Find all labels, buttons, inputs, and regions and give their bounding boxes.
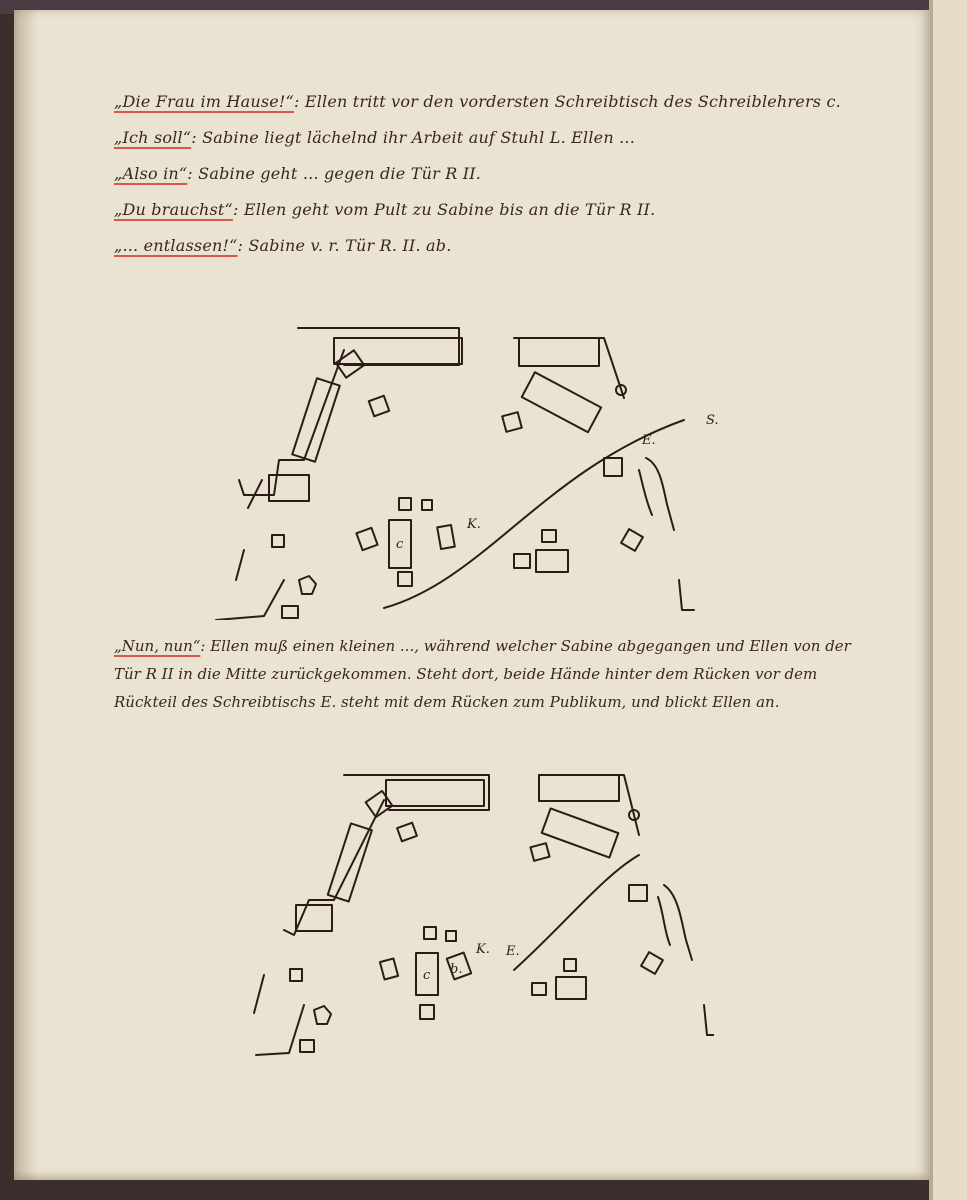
stool-left — [369, 396, 390, 417]
stage-note-cue: „... entlassen!“ — [114, 236, 238, 255]
corner-right — [704, 1005, 714, 1035]
stove-left — [314, 1006, 331, 1024]
bench-right-inner — [639, 470, 652, 515]
next-page-edge — [929, 0, 967, 1200]
stool-right-a — [564, 959, 576, 971]
stage-note-cue: „Also in“ — [114, 164, 188, 183]
stool-a — [399, 498, 411, 510]
path-ellen — [514, 855, 639, 970]
desk-right-top — [539, 775, 619, 801]
chair-left — [366, 791, 393, 817]
desk-right-diag — [542, 808, 619, 857]
bench-right-inner — [658, 897, 670, 945]
stool-a — [424, 927, 436, 939]
desk-right-top — [519, 338, 599, 366]
label-e: E. — [642, 433, 656, 448]
stool-left — [397, 823, 417, 842]
label-k: K. — [467, 517, 481, 532]
stool-left-low — [290, 969, 302, 981]
stage-note-5 — [114, 236, 451, 255]
stage-diagram-1 — [184, 310, 744, 620]
chair-c-left — [356, 528, 377, 550]
wall-left-corner — [254, 975, 264, 1013]
wall-left-lower — [284, 800, 384, 935]
stage-note-text: : Ellen geht vom Pult zu Sabine bis an die Tür R II. — [232, 200, 656, 219]
wall-left-corner — [236, 550, 244, 580]
chair-right-mid — [604, 458, 622, 476]
stool-left-bottom — [282, 606, 298, 618]
chair-right-low — [641, 952, 663, 974]
stool-left-bottom — [300, 1040, 314, 1052]
path-sabine — [384, 420, 684, 608]
stool-right-b — [532, 983, 546, 995]
chair-right-mid — [629, 885, 647, 901]
stage-note-text: : Ellen tritt vor den vordersten Schreibtisch des Schreiblehrers c. — [293, 92, 841, 111]
stool-c-bottom — [420, 1005, 434, 1019]
stage-note-text: : Sabine v. r. Tür R. II. ab. — [237, 236, 452, 255]
chair-c-right — [437, 525, 455, 549]
page-gutter — [14, 10, 38, 1180]
chair-right — [502, 412, 522, 432]
label-s: S. — [706, 413, 719, 428]
desk-right-diag — [522, 372, 601, 432]
stool-b — [422, 500, 432, 510]
corner-right — [679, 580, 694, 610]
label-b: b. — [450, 962, 463, 977]
stage-note-cue: „Ich soll“ — [114, 128, 192, 147]
wall-left-low — [256, 1005, 304, 1055]
stool-c-bottom — [398, 572, 412, 586]
stage-diagram-2 — [234, 755, 714, 1065]
bench-right — [664, 885, 692, 960]
wall-right — [539, 775, 639, 835]
desk-left-top — [386, 780, 484, 806]
stage-note-cue: „Du brauchst“ — [114, 200, 233, 219]
stage-note-text: : Sabine geht ... gegen die Tür R II. — [187, 164, 482, 183]
stage-note-cue: „Die Frau im Hause!“ — [114, 92, 294, 111]
label-c: c — [423, 968, 431, 983]
label-k: K. — [476, 942, 490, 957]
stool-b — [446, 931, 456, 941]
stage-note-text: : Sabine liegt lächelnd ihr Arbeit auf Stuhl L. Ellen ... — [191, 128, 636, 147]
table-right — [556, 977, 586, 999]
stage-paragraph — [114, 632, 854, 716]
stage-note-2 — [114, 128, 635, 147]
desk-left-diag — [292, 378, 340, 462]
stage-note-3 — [114, 164, 481, 183]
chair-right-low — [621, 529, 643, 551]
label-c: c — [396, 537, 404, 552]
stage-note-1 — [114, 92, 841, 111]
stage-paragraph-cue: „Nun, nun“ — [114, 637, 201, 655]
wall-right — [514, 338, 624, 398]
stage-paragraph-text: : Ellen muß einen kleinen ..., während welcher Sabine abgegangen und Ellen von der Tür R II in die Mitte zurückgekommen. Steht dort, beide Hände hinter dem Rücken vor dem Rückteil des Schreibtischs E. steht mit dem Rücken zum Publikum, und blickt Ellen an. — [114, 637, 851, 711]
wall-left-low — [216, 580, 284, 620]
stool-right-b — [514, 554, 530, 568]
stove-left — [299, 576, 316, 594]
desk-left-diag — [328, 823, 372, 901]
notebook-page — [14, 10, 930, 1180]
label-e: E. — [506, 944, 520, 959]
stool-right-a — [542, 530, 556, 542]
wall-left — [298, 328, 459, 365]
chair-right — [530, 843, 549, 861]
bench-right — [646, 458, 674, 530]
chair-c-left — [380, 958, 398, 979]
stage-note-4 — [114, 200, 655, 219]
table-right — [536, 550, 568, 572]
stool-left-low — [272, 535, 284, 547]
